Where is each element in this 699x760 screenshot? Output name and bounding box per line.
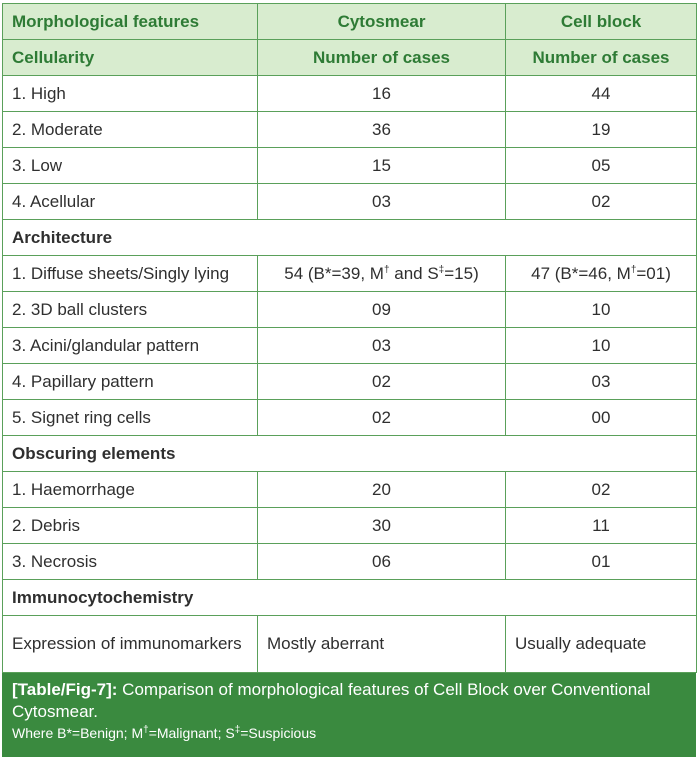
feature-cell: 2. Debris xyxy=(3,508,258,544)
cellblock-cell: 05 xyxy=(506,148,697,184)
table-row xyxy=(3,256,697,292)
subheader-cytosmear-cases: Number of cases xyxy=(258,40,506,76)
dagger-mark: † xyxy=(630,263,637,275)
cytosmear-cell xyxy=(258,256,506,292)
cellblock-cell xyxy=(506,256,697,292)
subheader-cellularity: Cellularity xyxy=(3,40,258,76)
cytosmear-cell: 20 xyxy=(258,472,506,508)
feature-cell: 2. 3D ball clusters xyxy=(3,292,258,328)
feature-cell: 3. Acini/glandular pattern xyxy=(3,328,258,364)
header-cell-block: Cell block xyxy=(506,4,697,40)
cytosmear-cell: 16 xyxy=(258,76,506,112)
table-subheader-row xyxy=(3,40,697,76)
feature-cell: 1. High xyxy=(3,76,258,112)
table-header-row xyxy=(3,4,697,40)
table-row xyxy=(3,148,697,184)
cytosmear-cell: 02 xyxy=(258,400,506,436)
morphology-table xyxy=(2,3,697,673)
cytosmear-cell: 06 xyxy=(258,544,506,580)
cytosmear-cell: 09 xyxy=(258,292,506,328)
feature-cell: 1. Haemorrhage xyxy=(3,472,258,508)
subheader-cellblock-cases: Number of cases xyxy=(506,40,697,76)
section-row-architecture xyxy=(3,220,697,256)
cb-text-pre: 47 (B*=46, M xyxy=(531,263,631,283)
cyto-text-pre: 54 (B*=39, M xyxy=(284,263,384,283)
header-morphological-features: Morphological features xyxy=(3,4,258,40)
cellblock-cell: 11 xyxy=(506,508,697,544)
caption-text: Comparison of morphological features of Cell Block over Conventional Cytosmear. xyxy=(12,680,651,721)
table-row xyxy=(3,292,697,328)
section-title-immuno: Immunocytochemistry xyxy=(3,580,697,616)
cytosmear-cell: 36 xyxy=(258,112,506,148)
table-caption xyxy=(2,673,696,757)
cellblock-cell: 44 xyxy=(506,76,697,112)
caption-footnote xyxy=(12,725,686,741)
feature-cell: 5. Signet ring cells xyxy=(3,400,258,436)
section-title-obscuring: Obscuring elements xyxy=(3,436,697,472)
caption-label: [Table/Fig-7]: xyxy=(12,680,118,699)
feature-cell: 2. Moderate xyxy=(3,112,258,148)
cellblock-cell: 02 xyxy=(506,472,697,508)
note-mid: =Malignant; S xyxy=(148,725,235,741)
table-row xyxy=(3,400,697,436)
dagger-mark: † xyxy=(143,724,149,736)
cytosmear-cell: 02 xyxy=(258,364,506,400)
feature-cell: 3. Low xyxy=(3,148,258,184)
double-dagger-mark: ‡ xyxy=(234,724,241,736)
feature-cell: 4. Papillary pattern xyxy=(3,364,258,400)
cyto-text-mid: and S xyxy=(389,263,439,283)
cytosmear-cell: 03 xyxy=(258,328,506,364)
table-row xyxy=(3,184,697,220)
table-row xyxy=(3,544,697,580)
section-row-immuno xyxy=(3,580,697,616)
feature-cell: 3. Necrosis xyxy=(3,544,258,580)
cytosmear-cell: 30 xyxy=(258,508,506,544)
table-figure xyxy=(2,3,696,757)
double-dagger-mark: ‡ xyxy=(438,263,445,275)
note-post: =Suspicious xyxy=(240,725,317,741)
cytosmear-cell: Mostly aberrant xyxy=(258,616,506,673)
caption-main xyxy=(12,679,686,723)
cytosmear-cell: 15 xyxy=(258,148,506,184)
cellblock-cell: 10 xyxy=(506,328,697,364)
cb-text-post: =01) xyxy=(636,263,671,283)
table-row xyxy=(3,364,697,400)
cellblock-cell: 19 xyxy=(506,112,697,148)
cellblock-cell: 01 xyxy=(506,544,697,580)
cyto-text-post: =15) xyxy=(444,263,479,283)
table-row xyxy=(3,616,697,673)
table-row xyxy=(3,76,697,112)
dagger-mark: † xyxy=(383,263,390,275)
table-row xyxy=(3,328,697,364)
note-pre: Where B*=Benign; M xyxy=(12,725,144,741)
cytosmear-cell: 03 xyxy=(258,184,506,220)
section-title-architecture: Architecture xyxy=(3,220,697,256)
cellblock-cell: 10 xyxy=(506,292,697,328)
section-row-obscuring xyxy=(3,436,697,472)
feature-cell: 1. Diffuse sheets/Singly lying xyxy=(3,256,258,292)
table-row xyxy=(3,508,697,544)
feature-cell: Expression of immunomarkers xyxy=(3,616,258,673)
table-row xyxy=(3,472,697,508)
table-row xyxy=(3,112,697,148)
feature-cell: 4. Acellular xyxy=(3,184,258,220)
cellblock-cell: 00 xyxy=(506,400,697,436)
cellblock-cell: 03 xyxy=(506,364,697,400)
cellblock-cell: 02 xyxy=(506,184,697,220)
cellblock-cell: Usually adequate xyxy=(506,616,697,673)
header-cytosmear: Cytosmear xyxy=(258,4,506,40)
